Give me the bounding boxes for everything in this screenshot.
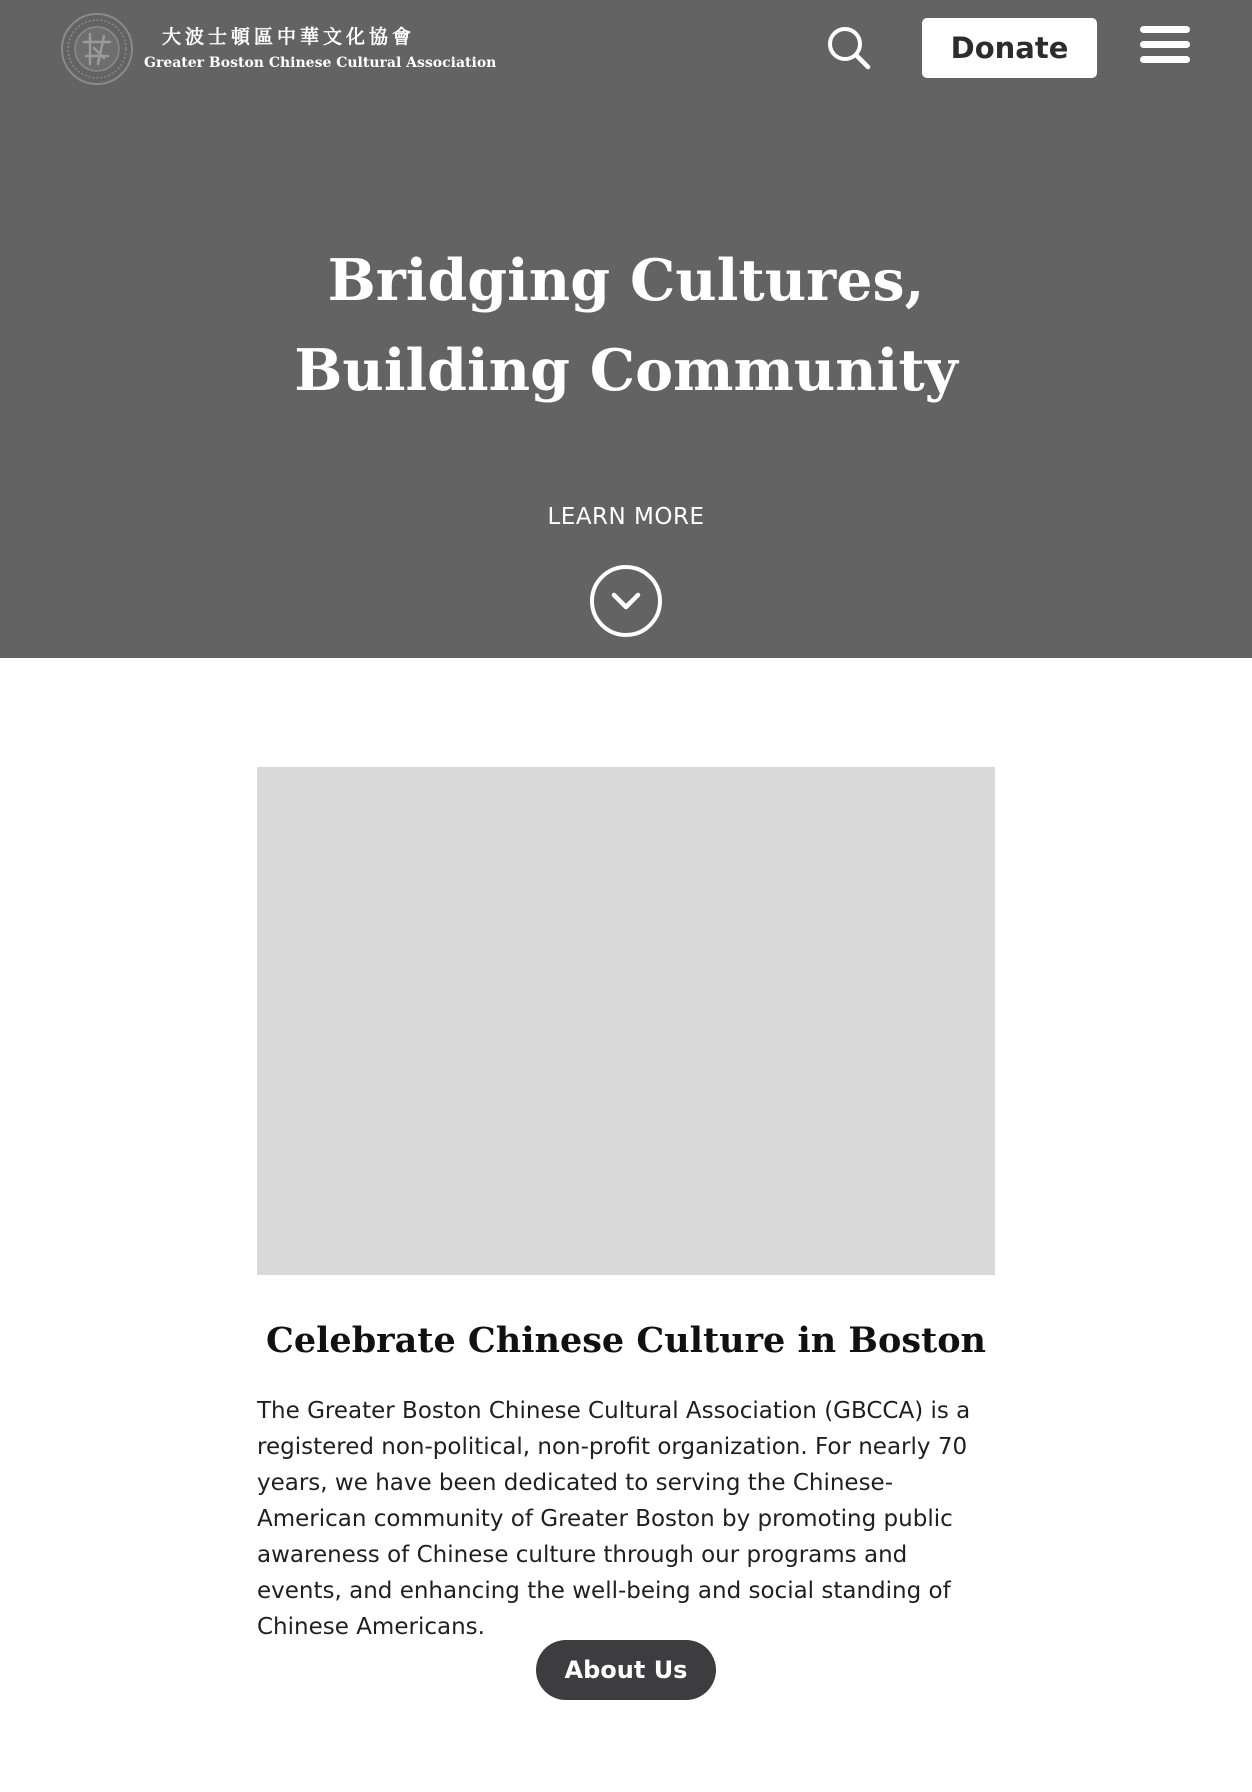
- hamburger-menu-icon: [1140, 26, 1192, 63]
- hero-title: [0, 236, 1252, 416]
- menu-button[interactable]: [1140, 26, 1192, 70]
- site-logo[interactable]: [60, 12, 496, 86]
- feature-image-placeholder: [257, 767, 995, 1275]
- seal-logo-icon: [60, 12, 134, 86]
- logo-english-name: Greater Boston Chinese Cultural Association: [144, 55, 497, 71]
- hero-title-line-2: Building Community: [294, 337, 958, 404]
- search-button[interactable]: [825, 24, 873, 72]
- learn-more-button[interactable]: [589, 564, 663, 638]
- search-icon: [825, 24, 873, 72]
- hero-section: [0, 0, 1252, 658]
- learn-more-link[interactable]: LEARN MORE: [547, 504, 705, 530]
- section-description: The Greater Boston Chinese Cultural Association (GBCCA) is a registered non-political, non-profit organization. For nearly 70 years, we have been dedicated to serving the Chinese-American community of Greater Boston by promoting public awareness of Chinese culture through our programs and events, and enhancing the well-being and social standing of Chinese Americans.: [257, 1398, 971, 1640]
- hero-title-line-1: Bridging Cultures,: [327, 247, 925, 314]
- logo-chinese-name: 大波士頓區中華文化協會: [162, 26, 416, 48]
- logo-text: [144, 24, 496, 74]
- donate-button[interactable]: Donate: [922, 18, 1097, 78]
- section-title: Celebrate Chinese Culture in Boston: [266, 1320, 986, 1361]
- chevron-down-circle-icon: [589, 564, 663, 638]
- about-us-button[interactable]: About Us: [536, 1640, 716, 1700]
